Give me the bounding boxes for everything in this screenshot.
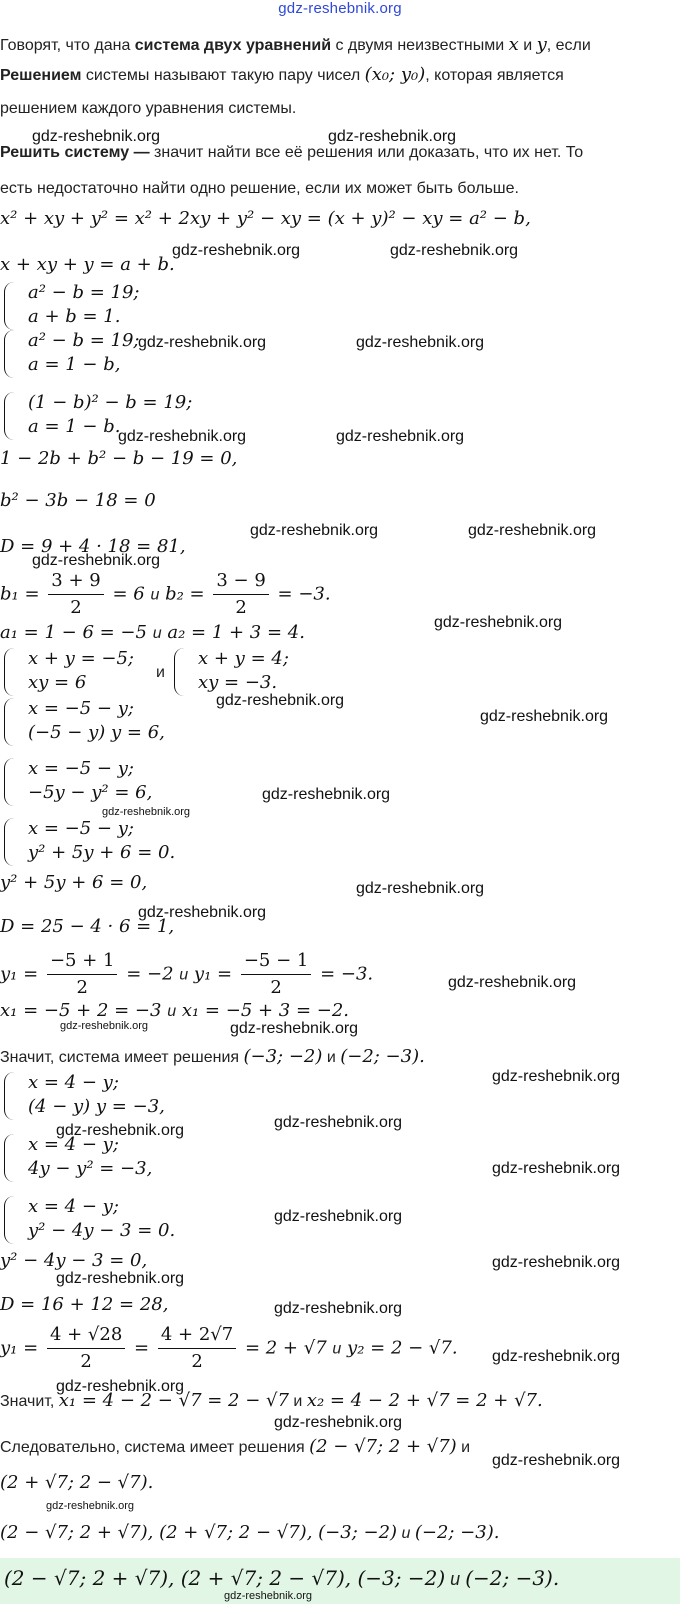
conj-and: и xyxy=(445,1569,466,1589)
system-brace xyxy=(4,1134,15,1182)
equation-line: y² + 5y + 6 = 0, xyxy=(0,872,148,893)
equation-system xyxy=(4,698,204,748)
conj-and: и xyxy=(397,1525,415,1542)
watermark: gdz-reshebnik.org xyxy=(492,1160,621,1177)
system-row: x = 4 − y; xyxy=(28,1196,119,1217)
math-text: x₁ = 4 − 2 − √7 = 2 − √7 xyxy=(58,1390,289,1411)
fraction xyxy=(48,568,103,621)
watermark: gdz-reshebnik.org xyxy=(230,1020,359,1037)
fraction-numerator: −5 + 1 xyxy=(47,948,118,975)
math-text: a₁ = 1 − 6 = −5 xyxy=(0,622,147,643)
fraction-denominator: 2 xyxy=(235,597,247,618)
system-row: (1 − b)² − b = 19; xyxy=(28,392,193,413)
system-brace xyxy=(4,392,15,440)
fraction xyxy=(213,568,268,621)
equation-line: y² − 4y − 3 = 0, xyxy=(0,1250,148,1271)
fraction-line-y2 xyxy=(0,1322,458,1375)
equation-line: x² + xy + y² = x² + 2xy + y² − xy = (x + y)² − xy = a² − b, xyxy=(0,208,531,229)
math-text: = −3. xyxy=(277,583,331,605)
fraction-denominator: 2 xyxy=(70,597,82,618)
conclusion-text: Следовательно, система имеет решения xyxy=(0,1439,310,1456)
equation-system xyxy=(4,1072,224,1122)
watermark: gdz-reshebnik.org xyxy=(274,1114,403,1131)
intro-bold-term: система двух уравнений xyxy=(134,37,332,54)
system-row: x = −5 − y; xyxy=(28,818,134,839)
watermark: gdz-reshebnik.org xyxy=(492,1254,621,1271)
math-text: = xyxy=(134,1337,150,1359)
solutions-list xyxy=(0,1522,499,1543)
system-row: x = 4 − y; xyxy=(28,1134,119,1155)
math-text: b₂ = xyxy=(165,583,205,605)
fraction-numerator: −5 − 1 xyxy=(241,948,312,975)
intro-text: значит найти все её решения или доказать, что их нет. То xyxy=(149,144,584,161)
intro-line-3: решением каждого уравнения системы. xyxy=(0,100,297,117)
system-row: −5y − y² = 6, xyxy=(28,782,153,803)
system-brace xyxy=(4,698,15,746)
watermark: gdz-reshebnik.org xyxy=(274,1208,403,1225)
fraction-numerator: 4 + 2√7 xyxy=(158,1322,236,1349)
conj-and: и xyxy=(150,586,160,604)
fraction-line-y xyxy=(0,948,373,1001)
system-row: a = 1 − b, xyxy=(28,354,121,375)
system-row: xy = −3. xyxy=(198,672,278,693)
math-text: x₁ = −5 + 3 = −2. xyxy=(181,1000,350,1021)
equation-system xyxy=(4,818,204,868)
equation-line xyxy=(0,1000,349,1021)
watermark: gdz-reshebnik.org xyxy=(492,1068,621,1085)
watermark: gdz-reshebnik.org xyxy=(56,1270,185,1287)
intro-line-4 xyxy=(0,144,583,162)
math-text: b₁ = xyxy=(0,583,40,605)
watermark: gdz-reshebnik.org xyxy=(492,1452,621,1469)
equation-line: b² − 3b − 18 = 0 xyxy=(0,490,156,511)
system-row: xy = 6 xyxy=(28,672,87,693)
fraction-line-b xyxy=(0,568,331,621)
conj-and: и xyxy=(332,1340,342,1358)
final-answer xyxy=(4,1566,559,1590)
equation-system xyxy=(4,648,154,698)
system-row: a² − b = 19; xyxy=(28,282,140,303)
fraction-numerator: 3 + 9 xyxy=(48,568,103,595)
solution-pair: (−2; −3). xyxy=(340,1046,425,1067)
system-row: a + b = 1. xyxy=(28,306,121,327)
equation-system xyxy=(4,1196,224,1246)
system-row: 4y − y² = −3, xyxy=(28,1158,153,1179)
conclusion-text: Значит, система имеет решения xyxy=(0,1049,244,1066)
equation-system xyxy=(4,758,204,808)
system-brace xyxy=(4,648,15,696)
watermark: gdz-reshebnik.org xyxy=(448,974,577,991)
system-brace xyxy=(4,818,15,866)
conj-and: и xyxy=(288,1393,307,1410)
solution-pair: (−2; −3). xyxy=(414,1522,500,1543)
system-brace xyxy=(4,1196,15,1244)
intro-line-5: есть недостаточно найти одно решение, если их может быть больше. xyxy=(0,180,519,197)
watermark: gdz-reshebnik.org xyxy=(262,786,391,803)
watermark: gdz-reshebnik.org xyxy=(356,880,485,897)
system-brace xyxy=(174,648,185,696)
watermark: gdz-reshebnik.org xyxy=(32,552,161,569)
watermark: gdz-reshebnik.org xyxy=(492,1348,621,1365)
watermark: gdz-reshebnik.org xyxy=(224,1590,313,1602)
solution-pair: (−3; −2) xyxy=(243,1046,323,1067)
watermark: gdz-reshebnik.org xyxy=(468,522,597,539)
watermark: gdz-reshebnik.org xyxy=(56,1378,185,1395)
watermark: gdz-reshebnik.org xyxy=(60,1020,149,1032)
system-row: a = 1 − b. xyxy=(28,416,121,437)
watermark: gdz-reshebnik.org xyxy=(46,1500,135,1512)
fraction-denominator: 2 xyxy=(80,1351,92,1372)
system-brace xyxy=(4,1072,15,1120)
equation-system xyxy=(4,282,204,332)
fraction-numerator: 4 + √28 xyxy=(47,1322,125,1349)
fraction xyxy=(158,1322,236,1375)
system-row: a² − b = 19; xyxy=(28,330,140,351)
watermark: gdz-reshebnik.org xyxy=(480,708,609,725)
watermark: gdz-reshebnik.org xyxy=(56,1122,185,1139)
watermark: gdz-reshebnik.org xyxy=(336,428,465,445)
watermark: gdz-reshebnik.org xyxy=(102,806,191,818)
math-text: = 6 xyxy=(112,583,145,605)
system-row: (−5 − y) y = 6, xyxy=(28,722,165,743)
watermark: gdz-reshebnik.org xyxy=(250,522,379,539)
fraction xyxy=(47,948,118,1001)
system-row: y² + 5y + 6 = 0. xyxy=(28,842,176,863)
site-header-link[interactable]: gdz-reshebnik.org xyxy=(278,0,402,17)
solution-pair: (2 − √7; 2 + √7) xyxy=(309,1436,457,1457)
intro-bold-term: Решить систему — xyxy=(0,144,150,161)
math-text: y₁ = xyxy=(0,963,39,985)
intro-text: и xyxy=(518,37,537,54)
math-text: y₂ = 2 − √7. xyxy=(347,1337,458,1359)
intro-line-2 xyxy=(0,64,564,85)
fraction-denominator: 2 xyxy=(76,977,88,998)
conclusion-line xyxy=(0,1436,470,1457)
watermark: gdz-reshebnik.org xyxy=(434,614,563,631)
fraction-numerator: 3 − 9 xyxy=(213,568,268,595)
fraction-denominator: 2 xyxy=(270,977,282,998)
equation-line xyxy=(0,622,305,643)
solution-pair: (−2; −3). xyxy=(465,1566,560,1590)
solution-pair: (2 − √7; 2 + √7), (2 + √7; 2 − √7), (−3; −2) xyxy=(0,1522,398,1543)
var-x: x xyxy=(508,34,519,55)
math-text: y₁ = xyxy=(193,963,233,985)
equation-line: D = 9 + 4 · 18 = 81, xyxy=(0,536,186,557)
intro-text: , которая является xyxy=(425,67,564,84)
equation-line: 1 − 2b + b² − b − 19 = 0, xyxy=(0,448,238,469)
equation-line: x + xy + y = a + b. xyxy=(0,254,175,275)
system-row: x = −5 − y; xyxy=(28,758,134,779)
conj-and: и xyxy=(456,1439,471,1456)
intro-bold-term: Решением xyxy=(0,67,82,84)
math-text: = 2 + √7 xyxy=(244,1337,327,1359)
watermark: gdz-reshebnik.org xyxy=(274,1414,403,1431)
solution-pair: (2 + √7; 2 − √7). xyxy=(0,1472,154,1493)
conj-and: и xyxy=(156,664,165,681)
conj-and: и xyxy=(179,966,189,984)
watermark: gdz-reshebnik.org xyxy=(118,428,247,445)
system-row: x = −5 − y; xyxy=(28,698,134,719)
equation-system xyxy=(4,1134,224,1184)
math-text: y₁ = xyxy=(0,1337,39,1359)
intro-text: , если xyxy=(546,37,591,54)
watermark: gdz-reshebnik.org xyxy=(390,242,519,259)
fraction xyxy=(241,948,312,1001)
conclusion-line xyxy=(0,1046,425,1067)
watermark: gdz-reshebnik.org xyxy=(216,692,345,709)
watermark: gdz-reshebnik.org xyxy=(274,1300,403,1317)
conj-and: и xyxy=(152,625,162,642)
math-text: x₂ = 4 − 2 + √7 = 2 + √7. xyxy=(306,1390,543,1411)
system-row: x = 4 − y; xyxy=(28,1072,119,1093)
intro-text: системы называют такую пару чисел xyxy=(81,67,365,84)
math-text: = −3. xyxy=(320,963,374,985)
equation-line: D = 16 + 12 = 28, xyxy=(0,1294,169,1315)
watermark: gdz-reshebnik.org xyxy=(172,242,301,259)
equation-system xyxy=(174,648,324,698)
math-text: a₂ = 1 + 3 = 4. xyxy=(167,622,305,643)
system-brace xyxy=(4,758,15,806)
math-text: = −2 xyxy=(126,963,174,985)
equation-line: D = 25 − 4 · 6 = 1, xyxy=(0,916,175,937)
math-text: x₁ = −5 + 2 = −3 xyxy=(0,1000,162,1021)
system-brace xyxy=(4,282,15,330)
system-row: x + y = 4; xyxy=(198,648,289,669)
fraction-denominator: 2 xyxy=(191,1351,203,1372)
watermark: gdz-reshebnik.org xyxy=(328,128,457,145)
conj-and: и xyxy=(322,1049,341,1066)
var-y: y xyxy=(536,34,547,55)
watermark: gdz-reshebnik.org xyxy=(32,128,161,145)
system-row: x + y = −5; xyxy=(28,648,134,669)
conj-and: и xyxy=(167,1003,177,1020)
system-brace xyxy=(4,330,15,378)
pair-notation: (x₀; y₀) xyxy=(364,64,426,85)
intro-line-1 xyxy=(0,34,591,55)
conclusion-text: Значит, xyxy=(0,1393,59,1410)
fraction xyxy=(47,1322,125,1375)
watermark: gdz-reshebnik.org xyxy=(138,334,267,351)
watermark: gdz-reshebnik.org xyxy=(356,334,485,351)
intro-text: с двумя неизвестными xyxy=(331,37,509,54)
solution-pair: (2 − √7; 2 + √7), (2 + √7; 2 − √7), (−3; −2) xyxy=(4,1566,446,1590)
system-row: (4 − y) y = −3, xyxy=(28,1096,165,1117)
system-row: y² − 4y − 3 = 0. xyxy=(28,1220,176,1241)
watermark: gdz-reshebnik.org xyxy=(138,904,267,921)
intro-text: Говорят, что дана xyxy=(0,37,135,54)
